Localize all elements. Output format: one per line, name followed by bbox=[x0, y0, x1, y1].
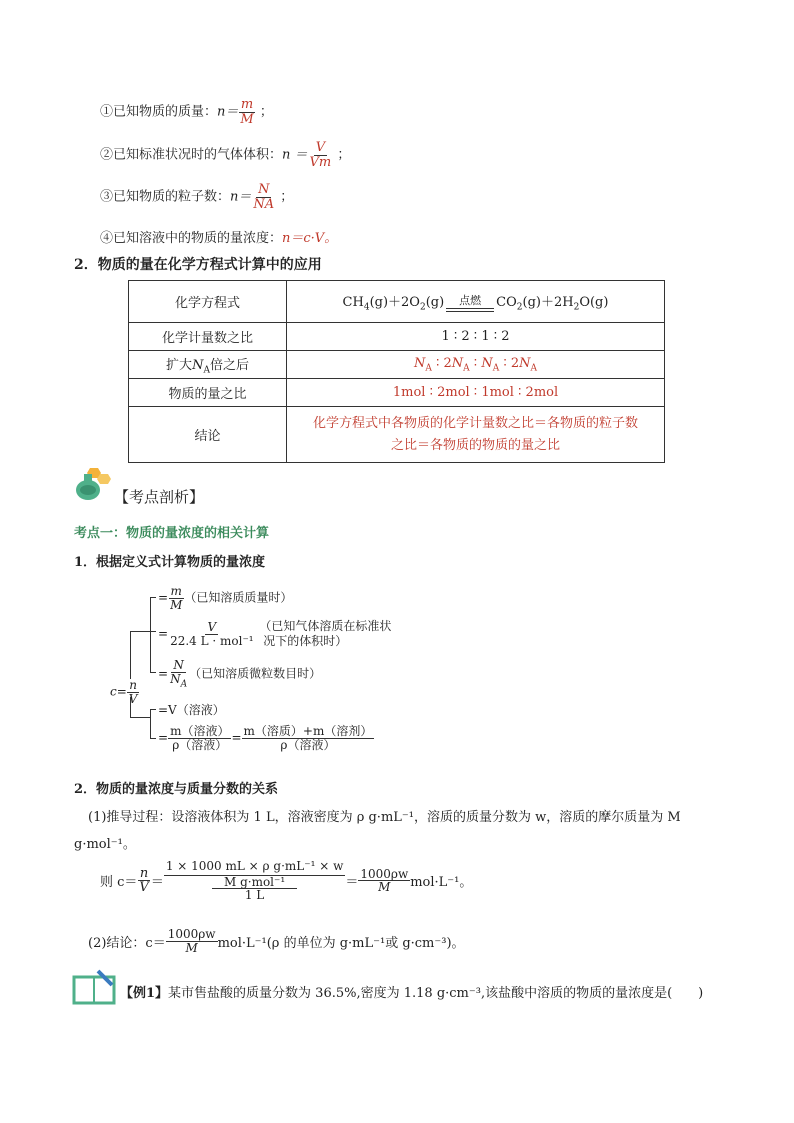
equation-table bbox=[128, 280, 665, 463]
fraction: $\frac{V}{Vm}$ bbox=[309, 140, 332, 170]
book-icon bbox=[72, 969, 118, 1005]
point-1-title: 考点一：物质的量浓度的相关计算 bbox=[74, 526, 270, 541]
table-row: 化学计量数之比 1 ∶ 2 ∶ 1 ∶ 2 bbox=[129, 323, 665, 351]
table-row: 化学方程式 $CH_4(g)+2O_2(g)$ 点燃 $CO_2(g)+2H_2O(g)$ bbox=[129, 281, 665, 323]
tree-branch-4: =V（溶液） bbox=[158, 703, 225, 717]
tree-branch-2: = $\frac{V}{\text{22.4 L · mol⁻¹}}$ （已知气体溶质在标准状 况下的体积时） bbox=[158, 619, 392, 648]
label-expand: 扩大$N_A$倍之后 bbox=[166, 357, 249, 376]
concentration-tree bbox=[110, 585, 430, 755]
tree-root: c= $\frac{n}{V}$ bbox=[110, 678, 138, 706]
fraction: $\frac{m}{M}$ bbox=[240, 97, 254, 127]
conclusion: (2)结论：c＝ $\frac{1000\rho w}{M}$ mol·L⁻¹(ρ 的单位为 g·mL⁻¹或 g·cm⁻³)。 bbox=[88, 927, 465, 955]
tree-branch-1: = $\frac{m}{M}$ （已知溶质质量时） bbox=[158, 584, 293, 612]
tree-branch-3: = $\frac{N}{N_A}$ （已知溶质微粒数目时） bbox=[158, 658, 322, 689]
reaction-condition: 点燃 bbox=[446, 292, 494, 312]
calculation: 则 c＝ $\frac{n}{V}$ ＝ 1 × 1000 mL × ρ g·mL⁻¹ × w M g·mol⁻¹ 1 L ＝ $\frac{1000\rho w}{M}$ mol·L⁻¹。 bbox=[100, 859, 473, 903]
table-row: 物质的量之比 1mol ∶ 2mol ∶ 1mol ∶ 2mol bbox=[129, 379, 665, 407]
table-row: 结论 化学方程式中各物质的化学计量数之比＝各物质的粒子数 之比＝各物质的物质的量之比 bbox=[129, 407, 665, 463]
fraction: $\frac{N}{NA}$ bbox=[253, 182, 275, 212]
value-na: $N_A$ ∶ $2N_A$ ∶ $N_A$ ∶ $2N_A$ bbox=[414, 355, 537, 374]
derivation-line-1: (1)推导过程：设溶液体积为 1 L，溶液密度为 ρ g·mL⁻¹，溶质的质量分数为 w，溶质的摩尔质量为 M bbox=[88, 810, 681, 825]
equation: $CH_4(g)+2O_2(g)$ 点燃 $CO_2(g)+2H_2O(g)$ bbox=[342, 294, 609, 313]
tree-branch-5: = $\frac{\text{m（溶液）}}{\text{ρ（溶液）}}$ = $\frac{\text{m（溶质）+m（溶剂）}}{\text{ρ（溶液）}}$ bbox=[158, 724, 373, 752]
sub-1-title: 1．根据定义式计算物质的量浓度 bbox=[74, 555, 266, 570]
example-1: 【例1】某市售盐酸的质量分数为 36.5%,密度为 1.18 g·cm⁻³,该盐酸中溶质的物质的量浓度是( ) bbox=[120, 986, 704, 1001]
flask-icon bbox=[72, 466, 114, 502]
section-2-title: 2．物质的量在化学方程式计算中的应用 bbox=[74, 257, 322, 273]
sub-2-title: 2．物质的量浓度与质量分数的关系 bbox=[74, 782, 279, 797]
formula-2: ②已知标准状况时的气体体积：n ＝ $\frac{V}{Vm}$ ； bbox=[100, 140, 351, 170]
formula-1: ①已知物质的质量：n＝ $\frac{m}{M}$ ； bbox=[100, 97, 273, 127]
formula-3: ③已知物质的粒子数：n＝ $\frac{N}{NA}$ ； bbox=[100, 182, 294, 212]
analysis-header: 【考点剖析】 bbox=[114, 488, 205, 506]
formula-4: ④已知溶液中的物质的量浓度：n＝c·V。 bbox=[100, 231, 338, 246]
derivation-line-2: g·mol⁻¹。 bbox=[74, 837, 136, 852]
table-row bbox=[129, 351, 665, 379]
